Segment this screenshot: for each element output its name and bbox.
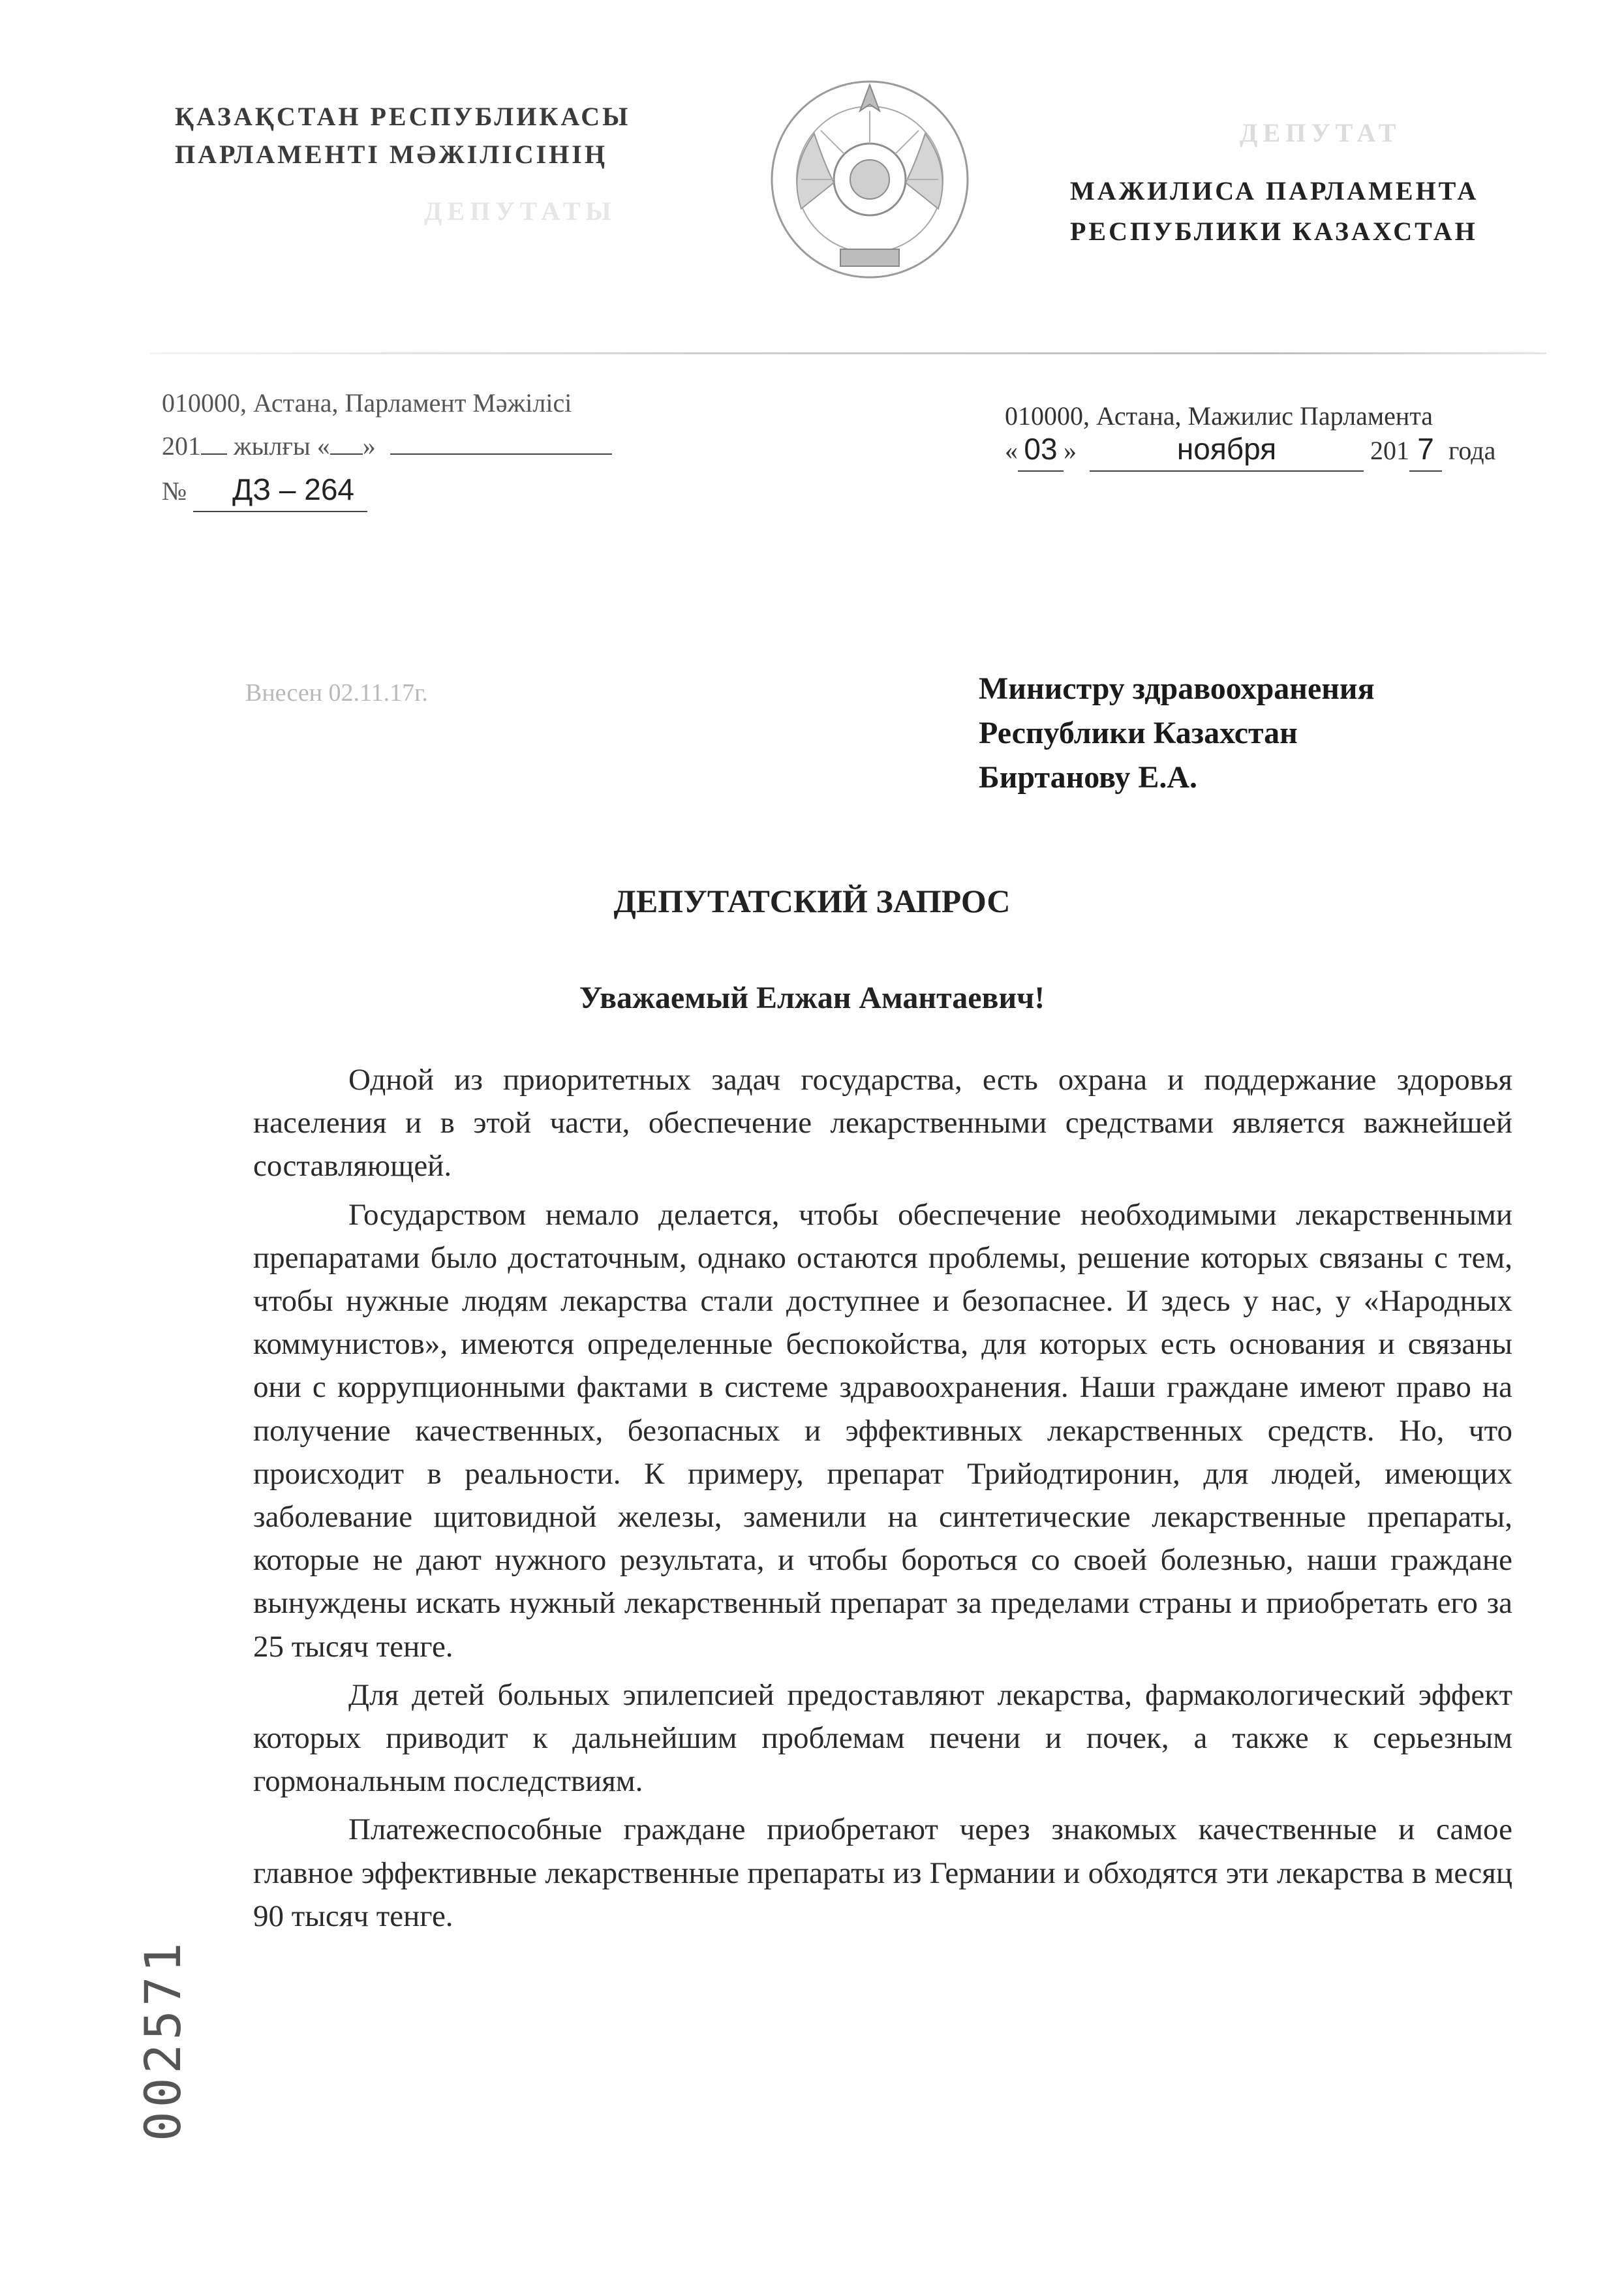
faint-registration-note: Внесен 02.11.17г.	[245, 679, 428, 707]
address-right	[1005, 395, 1495, 483]
letterhead-left-line-2: ПАРЛАМЕНТІ МӘЖІЛІСІНІҢ	[175, 140, 607, 169]
letterhead-left-faint: ДЕПУТАТЫ	[424, 196, 617, 226]
letterhead-right	[1070, 171, 1478, 252]
letterhead-right-line-2: РЕСПУБЛИКИ КАЗАХСТАН	[1070, 217, 1478, 246]
year-prefix-left: 201	[162, 431, 201, 461]
addressee-line-2: Республики Казахстан	[979, 716, 1298, 750]
address-left-date-row	[162, 425, 612, 468]
serial-number: 002571	[134, 1938, 192, 2141]
body-paragraph-3: Для детей больных эпилепсией предоставляют лекарства, фармакологический эффект которых приводит к дальнейшим проблемам печени и почек, а также к серьезным гормональным последствиям.	[253, 1677, 1512, 1799]
letterhead-right-faint: ДЕПУТАТ	[1240, 118, 1402, 147]
letterhead-right-line-1: МАЖИЛИСА ПАРЛАМЕНТА	[1070, 176, 1479, 206]
body-paragraph-2: Государством немало делается, чтобы обеспечение необходимыми лекарственными препаратами было достаточным, однако остаются проблемы, решение которых связаны с тем, чтобы нужные людям лекарства стали доступнее и безопаснее. И здесь у нас, у «Народных коммунистов», имеются определенные беспокойства, для которых есть основания и связаны они с коррупционными фактами в системе здравоохранения. Наши граждане имеют право на получение качественных, безопасных и эффективных лекарственных средств. Но, что происходит в реальности. К примеру, препарат Трийодтиронин, для людей, имеющих заболевание щитовидной железы, заменили на синтетические лекарственные препараты, которые не дают нужного результата, и чтобы бороться со своей болезнью, наши граждане вынуждены искать нужный лекарственный препарат за пределами страны и приобретать его за 25 тысяч тенге.	[253, 1197, 1512, 1664]
addressee-line-1: Министру здравоохранения	[979, 671, 1375, 706]
letterhead-left	[175, 98, 630, 174]
year-prefix-right: 201	[1370, 436, 1409, 465]
year-suffix-right: года	[1448, 436, 1496, 465]
outgoing-number-row	[162, 468, 612, 513]
document-title: ДЕПУТАТСКИЙ ЗАПРОС	[613, 883, 1011, 919]
outgoing-number: ДЗ – 264	[193, 468, 367, 512]
open-quote: «	[1005, 436, 1018, 465]
date-day: 03	[1018, 427, 1064, 472]
close-quote: »	[1064, 436, 1077, 465]
number-label: №	[162, 476, 187, 506]
body-paragraph-1: Одной из приоритетных задач государства, есть охрана и поддержание здоровья населения и в этой части, обеспечение лекарственными средствами является важнейшей составляющей.	[253, 1063, 1512, 1184]
day-close-left: »	[362, 431, 376, 461]
state-emblem-icon	[762, 72, 977, 287]
date-year-digit: 7	[1409, 427, 1442, 472]
date-month: ноября	[1090, 427, 1364, 472]
body-paragraph-4: Платежеспособные граждане приобретают через знакомых качественные и самое главное эффективные лекарственные препараты из Германии и обходятся эти лекарства в месяц 90 тысяч тенге.	[253, 1812, 1512, 1933]
header-divider	[150, 352, 1546, 354]
addressee	[979, 667, 1375, 800]
address-right-date-row	[1005, 427, 1495, 472]
addressee-line-3: Биртанову Е.А.	[979, 760, 1198, 795]
letterhead-left-line-1: ҚАЗАҚСТАН РЕСПУБЛИКАСЫ	[175, 102, 631, 131]
address-right-line-1: 010000, Астана, Мажилис Парламента	[1005, 401, 1433, 431]
letter-body	[253, 1058, 1512, 1943]
year-suffix-left: жылғы «	[234, 431, 330, 461]
address-left	[162, 382, 612, 513]
address-left-line-1: 010000, Астана, Парламент Мәжілісі	[162, 388, 572, 418]
greeting: Уважаемый Елжан Амантаевич!	[579, 981, 1045, 1015]
